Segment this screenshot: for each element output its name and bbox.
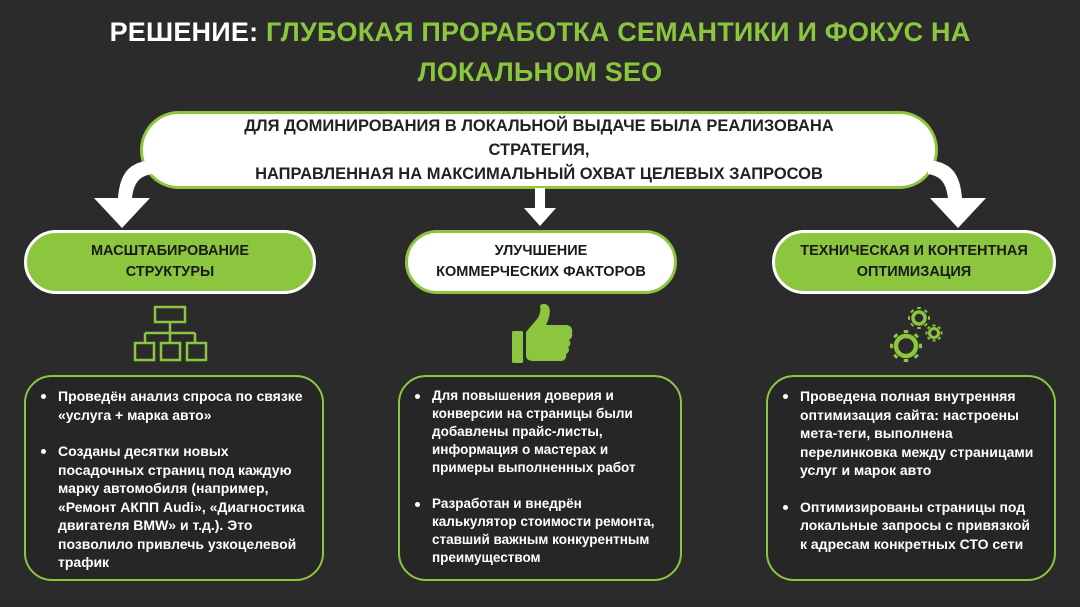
column-3-pill: [772, 230, 1056, 294]
column-1-pill: [24, 230, 316, 294]
column-2-label-line1: УЛУЧШЕНИЕ: [494, 243, 588, 259]
strategy-box: [140, 111, 938, 189]
list-item: Оптимизированы страницы под локальные запросы с привязкой к адресам конкретных СТО сети: [780, 498, 1040, 554]
right-curved-arrow-icon: [910, 150, 1000, 232]
column-3-card: [766, 375, 1056, 581]
thumbs-up-icon: [511, 303, 575, 365]
column-1-label-line2: СТРУКТУРЫ: [125, 264, 215, 280]
column-2-pill: [405, 230, 677, 294]
column-3-label-line2: ОПТИМИЗАЦИЯ: [856, 264, 972, 280]
list-item: Проведён анализ спроса по связке «услуга + марка авто»: [38, 387, 308, 424]
page-title: [0, 12, 1080, 92]
column-1-label-line1: МАСШТАБИРОВАНИЕ: [90, 243, 250, 259]
list-item: Разработан и внедрён калькулятор стоимости ремонта, ставший важным конкурентным преимуществом: [412, 495, 666, 567]
column-2-label-line2: КОММЕРЧЕСКИХ ФАКТОРОВ: [436, 264, 646, 280]
title-highlight-line1: ГЛУБОКАЯ ПРОРАБОТКА СЕМАНТИКИ И ФОКУС НА: [265, 17, 971, 47]
list-item: Для повышения доверия и конверсии на страницы были добавлены прайс-листы, информация о мастерах и примеры выполненных работ: [412, 387, 666, 477]
strategy-line2: НАПРАВЛЕННАЯ НА МАКСИМАЛЬНЫЙ ОХВАТ ЦЕЛЕВЫХ ЗАПРОСОВ: [255, 165, 823, 183]
strategy-line1: ДЛЯ ДОМИНИРОВАНИЯ В ЛОКАЛЬНОЙ ВЫДАЧЕ БЫЛА РЕАЛИЗОВАНА СТРАТЕГИЯ,: [244, 117, 834, 159]
center-down-arrow-icon: [522, 188, 558, 228]
column-2-card: [398, 375, 682, 581]
list-item: Проведена полная внутренняя оптимизация сайта: настроены мета-теги, выполнена перелинковка между страницами услуг и марок авто: [780, 387, 1040, 480]
gears-icon: [884, 304, 944, 366]
title-highlight-line2: ЛОКАЛЬНОМ SEO: [417, 57, 663, 87]
hierarchy-structure-icon: [133, 305, 209, 363]
left-curved-arrow-icon: [80, 150, 170, 232]
column-3-label-line1: ТЕХНИЧЕСКАЯ И КОНТЕНТНАЯ: [800, 243, 1028, 259]
title-prefix: РЕШЕНИЕ:: [109, 17, 259, 47]
column-1-card: [24, 375, 324, 581]
list-item: Созданы десятки новых посадочных страниц под каждую марку автомобиля (например, «Ремонт АКПП Audi», «Диагностика двигателя BMW» и т.д.). Это позволило привлечь узкоцелевой трафик: [38, 442, 308, 572]
